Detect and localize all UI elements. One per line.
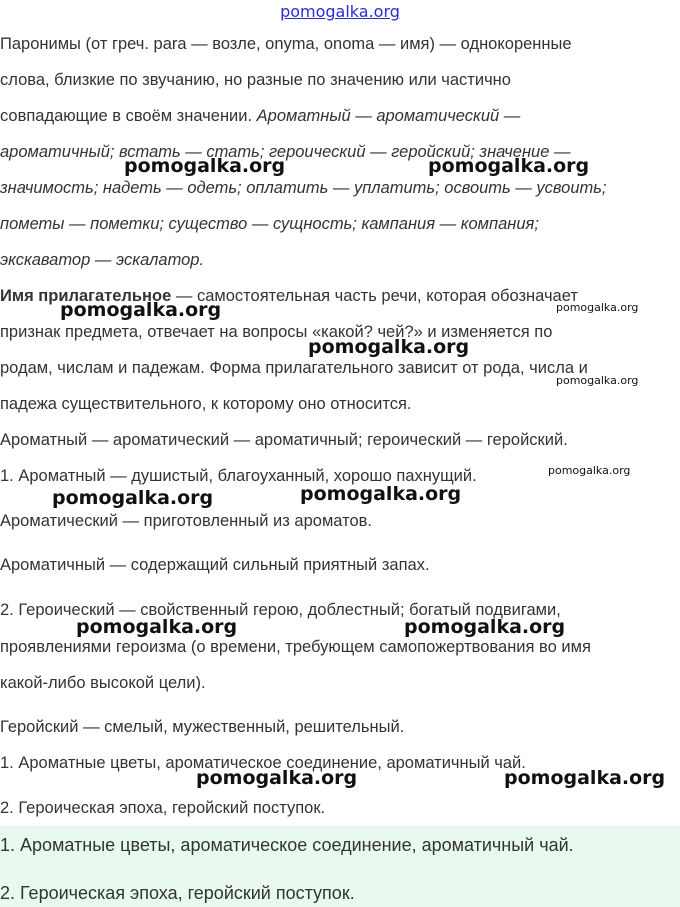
- adjective-line-4: падежа существительного, к которому оно относится.: [0, 395, 412, 413]
- paronyms-line-1: Паронимы (от греч. para — возле, onyma, onoma — имя) — однокоренные: [0, 35, 572, 53]
- definition-4-line-2: проявлениями героизма (о времени, требующем самопожертвования во имя: [0, 638, 591, 656]
- watermark: pomogalka.org: [52, 487, 214, 509]
- answer-line-1: 1. Ароматные цветы, ароматическое соединение, ароматичный чай.: [0, 835, 574, 855]
- watermark: pomogalka.org: [556, 301, 639, 314]
- adjective-term: Имя прилагательное: [0, 287, 172, 305]
- answer-block: [0, 826, 680, 907]
- definition-4-line-3: какой-либо высокой цели).: [0, 674, 206, 692]
- task-words: Ароматный — ароматический — ароматичный; героический — геройский.: [0, 431, 568, 449]
- paronyms-line-5: значимость; надеть — одеть; оплатить — уплатить; освоить — усвоить;: [0, 179, 607, 197]
- definition-3: Ароматичный — содержащий сильный приятный запах.: [0, 556, 430, 574]
- definition-5: Геройский — смелый, мужественный, решительный.: [0, 718, 405, 736]
- paronyms-line-7: экскаватор — эскалатор.: [0, 251, 205, 269]
- watermark: pomogalka.org: [404, 616, 566, 638]
- paronyms-examples-start: Ароматный — ароматический —: [256, 107, 521, 125]
- paronyms-line-6: пометы — пометки; существо — сущность; кампания — компания;: [0, 215, 539, 233]
- watermark: pomogalka.org: [504, 767, 666, 789]
- watermark: pomogalka.org: [556, 374, 639, 387]
- site-link[interactable]: pomogalka.org: [280, 2, 400, 21]
- watermark: pomogalka.org: [60, 299, 222, 321]
- example-1: 1. Ароматные цветы, ароматическое соединение, ароматичный чай.: [0, 754, 526, 772]
- answer-line-2: 2. Героическая эпоха, геройский поступок.: [0, 883, 355, 903]
- watermark: pomogalka.org: [308, 336, 470, 358]
- adjective-line-1-rest: — самостоятельная часть речи, которая обозначает: [171, 287, 578, 305]
- watermark: pomogalka.org: [196, 767, 358, 789]
- example-2: 2. Героическая эпоха, геройский поступок.: [0, 799, 326, 817]
- watermark: pomogalka.org: [548, 464, 631, 477]
- paronyms-line-2: слова, близкие по звучанию, но разные по значению или частично: [0, 71, 511, 89]
- paronyms-line-3-text: совпадающие в своём значении.: [0, 107, 257, 125]
- definition-4-line-1: 2. Героический — свойственный герою, доблестный; богатый подвигами,: [0, 601, 561, 619]
- watermark: pomogalka.org: [428, 155, 590, 177]
- paronyms-line-4: ароматичный; встать — стать; героический — геройский; значение —: [0, 143, 571, 161]
- paronyms-line-3: [0, 105, 520, 127]
- watermark: pomogalka.org: [76, 616, 238, 638]
- definition-1: 1. Ароматный — душистый, благоуханный, хорошо пахнущий.: [0, 467, 477, 485]
- adjective-line-3: родам, числам и падежам. Форма прилагательного зависит от рода, числа и: [0, 359, 588, 377]
- watermark: pomogalka.org: [124, 155, 286, 177]
- watermark: pomogalka.org: [300, 483, 462, 505]
- definition-2: Ароматический — приготовленный из ароматов.: [0, 512, 373, 530]
- adjective-line-2: признак предмета, отвечает на вопросы «какой? чей?» и изменяется по: [0, 323, 553, 341]
